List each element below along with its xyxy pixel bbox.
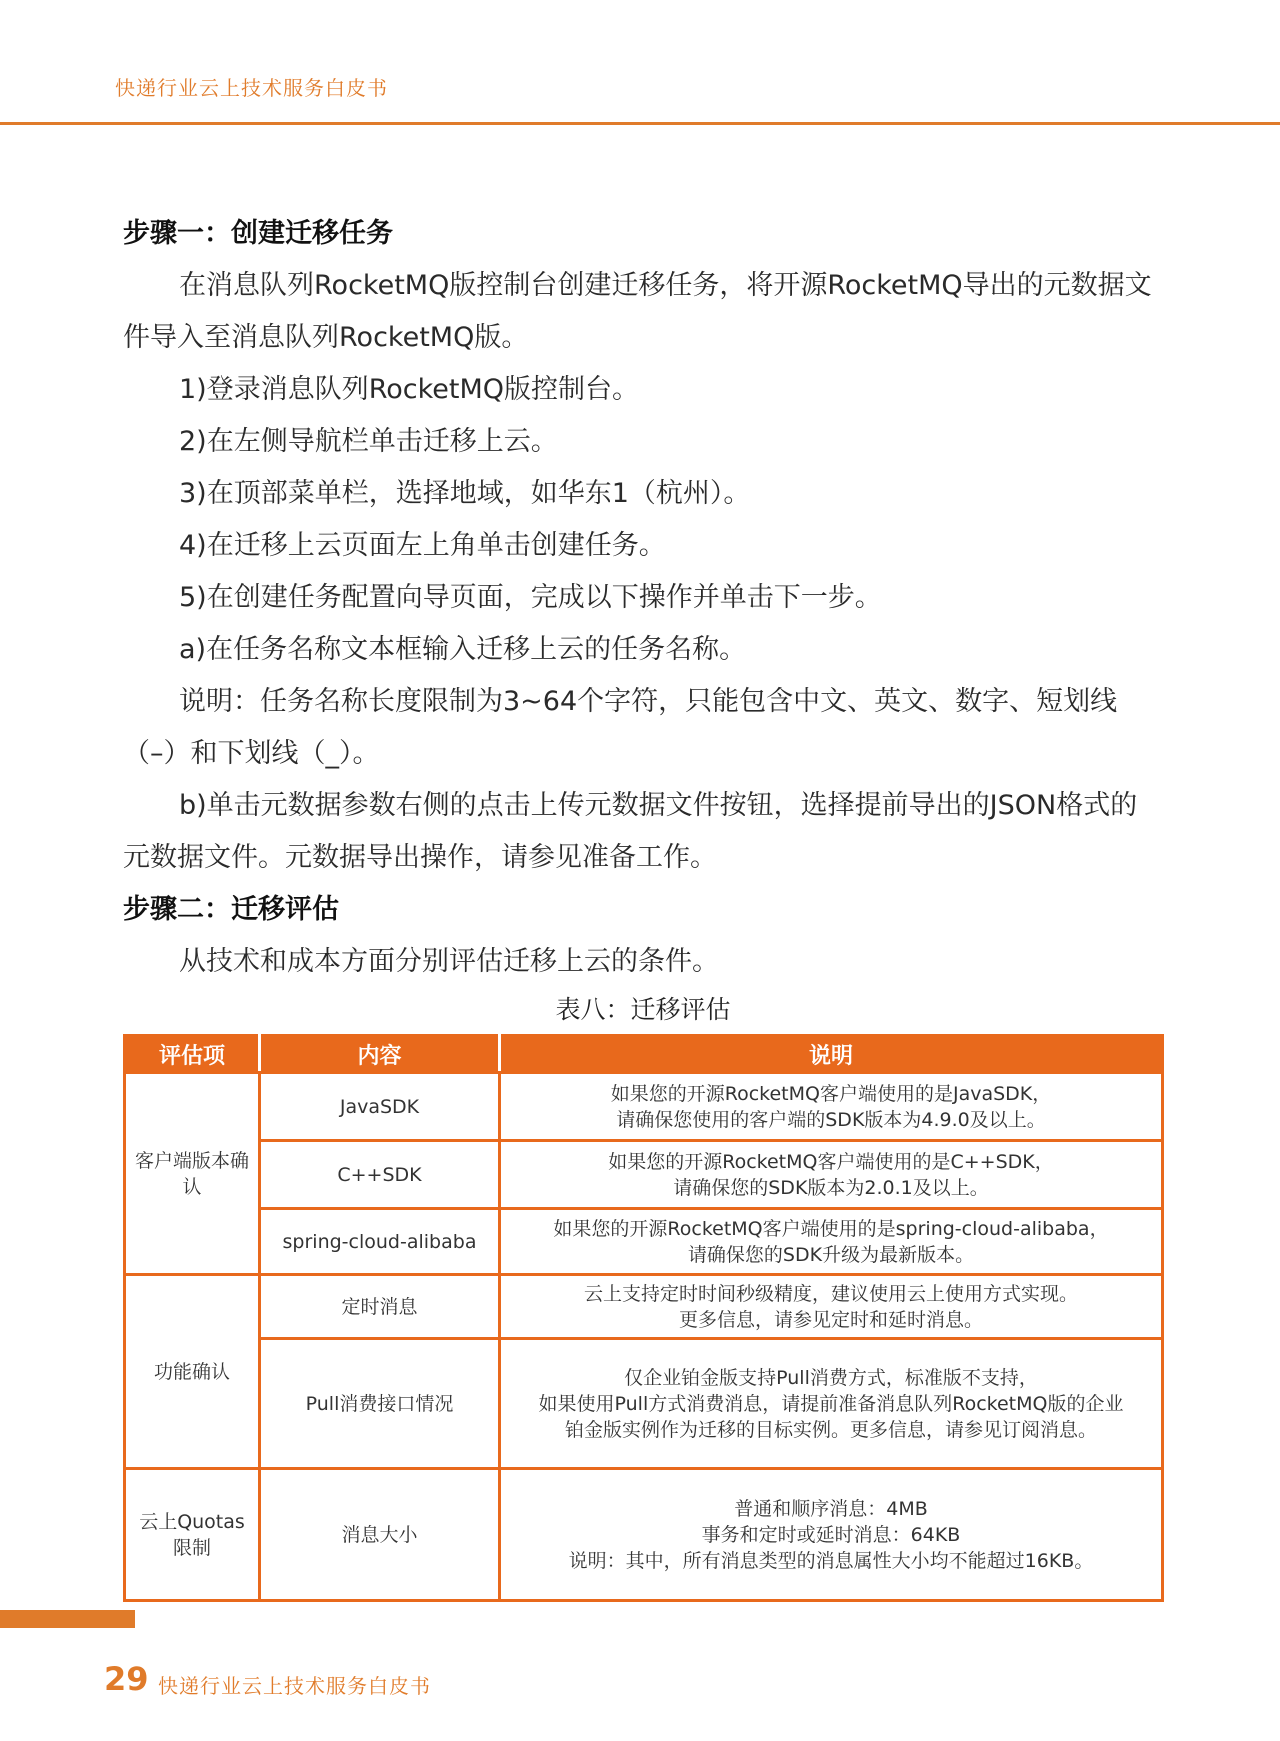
table-caption: 表八：迁移评估 <box>555 995 731 1024</box>
step1-item-1: 1)登录消息队列RocketMQ版控制台。 <box>179 374 640 405</box>
table-row <box>125 1073 1163 1141</box>
step1-item-5: 5)在创建任务配置向导页面，完成以下操作并单击下一步。 <box>179 582 882 613</box>
table-row <box>125 1141 1163 1209</box>
row-description: 如果您的开源RocketMQ客户端使用的是C++SDK， 请确保您的SDK版本为2.0.1及以上。 <box>500 1141 1163 1209</box>
footer-accent-bar <box>0 1610 135 1628</box>
row-description: 云上支持定时时间秒级精度，建议使用云上使用方式实现。 更多信息，请参见定时和延时消息。 <box>500 1275 1163 1339</box>
header-content: 内容 <box>260 1036 500 1073</box>
footer-title: 快递行业云上技术服务白皮书 <box>158 1674 431 1698</box>
header-item: 评估项 <box>125 1036 260 1073</box>
migration-evaluation-table <box>123 1034 1164 1602</box>
table-row <box>125 1275 1163 1339</box>
step1-note: 说明：任务名称长度限制为3~64个字符，只能包含中文、英文、数字、短划线（–）和下划线（_）。 <box>123 686 1118 769</box>
page-number: 29 <box>104 1660 149 1698</box>
row-content: C++SDK <box>260 1141 500 1209</box>
row-content: 定时消息 <box>260 1275 500 1339</box>
header-description: 说明 <box>500 1036 1163 1073</box>
step1-intro: 在消息队列RocketMQ版控制台创建迁移任务，将开源RocketMQ导出的元数据文件导入至消息队列RocketMQ版。 <box>123 270 1152 353</box>
table-row <box>125 1469 1163 1601</box>
header-divider <box>0 122 1280 125</box>
row-description: 如果您的开源RocketMQ客户端使用的是JavaSDK， 请确保您使用的客户端的SDK版本为4.9.0及以上。 <box>500 1073 1163 1141</box>
row-description: 如果您的开源RocketMQ客户端使用的是spring-cloud-alibaba， 请确保您的SDK升级为最新版本。 <box>500 1209 1163 1275</box>
group-label-client: 客户端版本确认 <box>125 1073 260 1275</box>
group-label-quotas: 云上Quotas限制 <box>125 1469 260 1601</box>
step2-intro: 从技术和成本方面分别评估迁移上云的条件。 <box>179 946 719 977</box>
table-row <box>125 1339 1163 1469</box>
main-content <box>123 208 1163 1602</box>
row-content: spring-cloud-alibaba <box>260 1209 500 1275</box>
row-content: JavaSDK <box>260 1073 500 1141</box>
step1-item-b: b)单击元数据参数右侧的点击上传元数据文件按钮，选择提前导出的JSON格式的元数据文件。元数据导出操作，请参见准备工作。 <box>123 790 1138 873</box>
step1-item-4: 4)在迁移上云页面左上角单击创建任务。 <box>179 530 666 561</box>
table-row <box>125 1209 1163 1275</box>
table-header-row <box>125 1036 1163 1073</box>
row-description: 仅企业铂金版支持Pull消费方式，标准版不支持， 如果使用Pull方式消费消息，请提前准备消息队列RocketMQ版的企业 铂金版实例作为迁移的目标实例。更多信息，请参见订阅消息。 <box>500 1339 1163 1469</box>
row-content: Pull消费接口情况 <box>260 1339 500 1469</box>
step2-heading: 步骤二：迁移评估 <box>123 894 339 925</box>
step1-heading: 步骤一：创建迁移任务 <box>123 218 393 249</box>
step1-item-3: 3)在顶部菜单栏，选择地域，如华东1（杭州）。 <box>179 478 751 509</box>
row-content: 消息大小 <box>260 1469 500 1601</box>
row-description: 普通和顺序消息：4MB 事务和定时或延时消息：64KB 说明：其中，所有消息类型的消息属性大小均不能超过16KB。 <box>500 1469 1163 1601</box>
group-label-feature: 功能确认 <box>125 1275 260 1469</box>
header-title: 快递行业云上技术服务白皮书 <box>115 76 388 100</box>
step1-item-a: a)在任务名称文本框输入迁移上云的任务名称。 <box>179 634 747 665</box>
step1-item-2: 2)在左侧导航栏单击迁移上云。 <box>179 426 558 457</box>
